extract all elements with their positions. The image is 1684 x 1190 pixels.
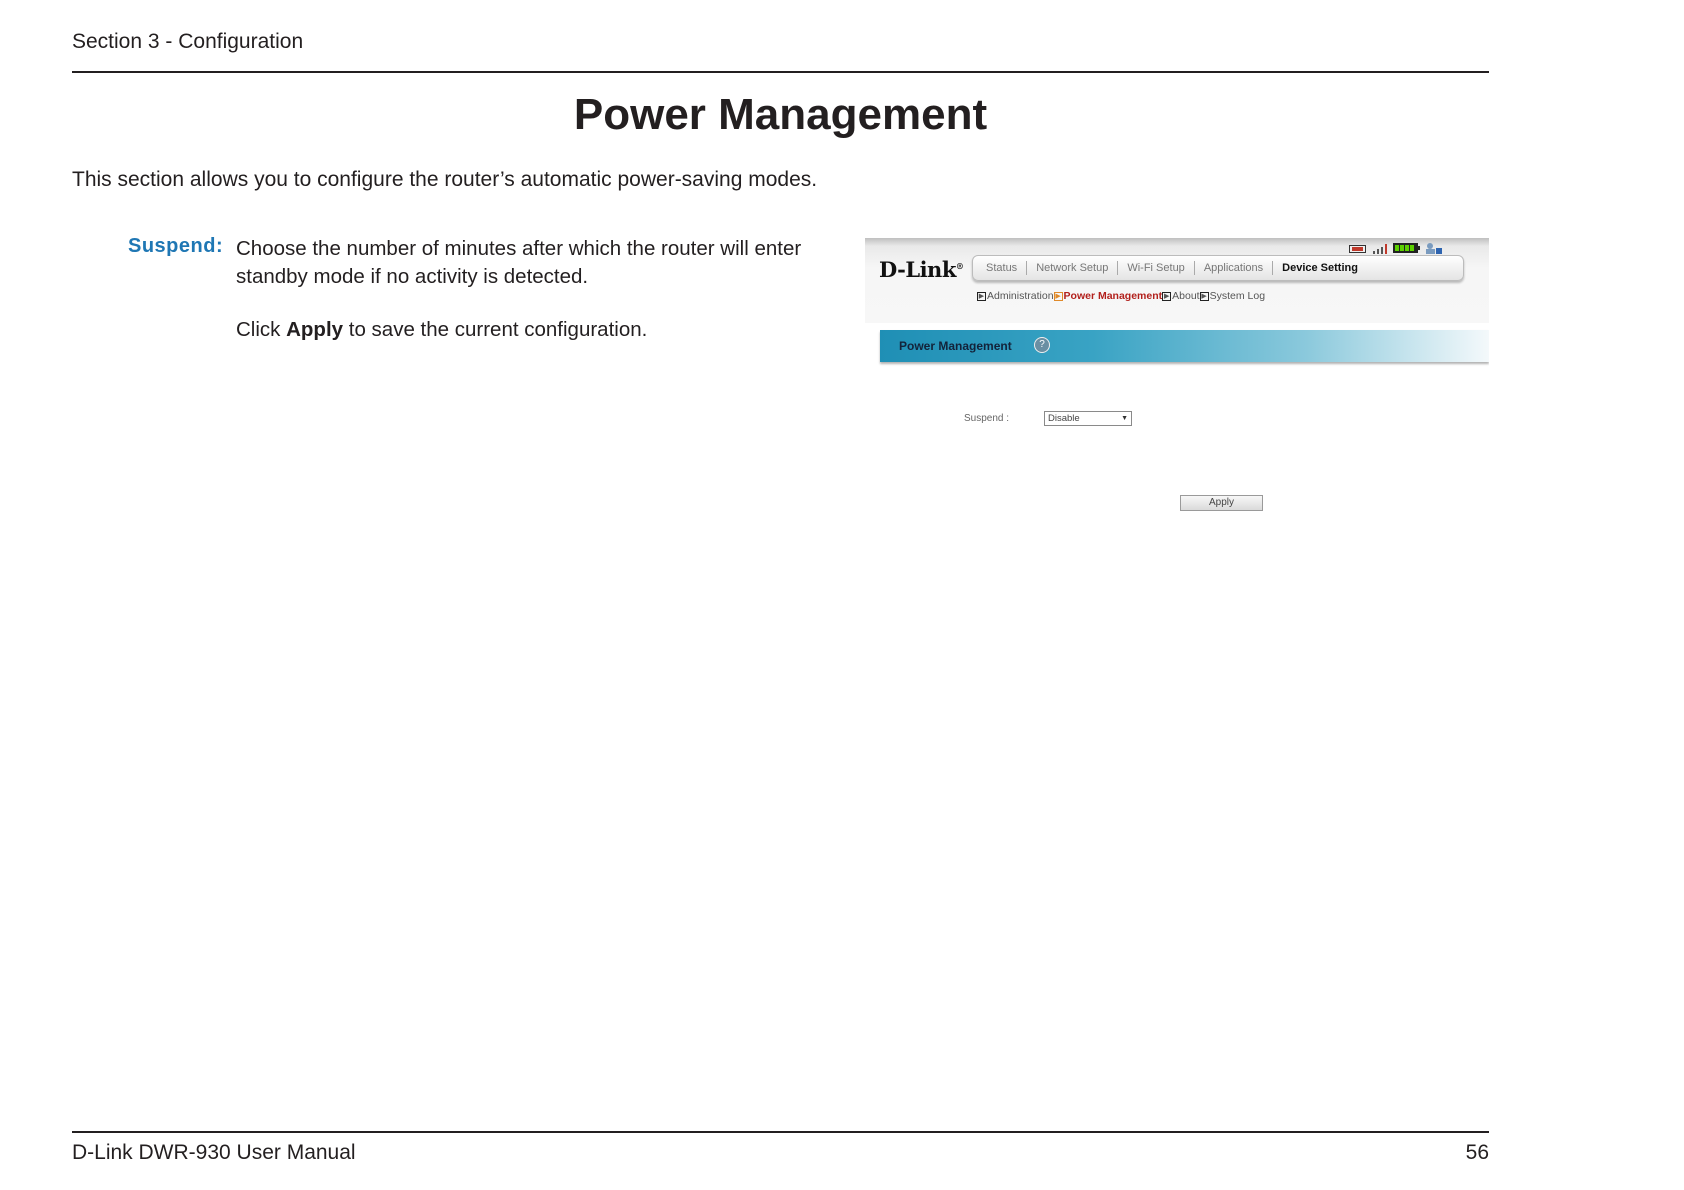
dlink-logo: D-Link® [879,257,964,282]
play-icon: ▶ [1055,292,1061,300]
signal-icon [1371,242,1389,254]
suspend-description: Choose the number of minutes after which the router will enter standby mode if no activity is detected. [236,237,802,288]
suspend-select-value: Disable [1048,413,1080,424]
banner-title: Power Management [899,339,1012,353]
suspend-label: Suspend : [964,413,1010,424]
nav-tab-applications[interactable]: Applications [1195,261,1273,275]
apply-note-prefix: Click [236,318,287,341]
section-banner [880,330,1489,362]
footer-manual-title: D-Link DWR-930 User Manual [72,1141,356,1164]
help-icon[interactable]: ? [1034,337,1050,353]
subnav-about[interactable]: ▶ About [1163,290,1200,302]
subnav-power-management[interactable]: ▶ Power Management [1055,290,1163,302]
subnav-administration[interactable]: ▶ Administration [978,290,1054,302]
play-icon: ▶ [1201,292,1207,300]
header-rule [72,71,1489,73]
apply-note-bold: Apply [286,318,344,341]
chevron-down-icon: ▼ [1121,415,1128,422]
page-title: Power Management [573,90,988,139]
nav-tab-wifi-setup[interactable]: Wi-Fi Setup [1118,261,1194,275]
router-ui-screenshot [865,238,1489,528]
suspend-term: Suspend: [128,235,224,257]
nav-tab-status[interactable]: Status [977,261,1027,275]
intro-text: This section allows you to configure the router’s automatic power-saving modes. [72,168,818,191]
status-icons [1349,242,1443,254]
suspend-select[interactable] [1044,411,1132,426]
subnav-system-log[interactable]: ▶ System Log [1201,290,1266,302]
nav-tab-network-setup[interactable]: Network Setup [1027,261,1118,275]
main-nav [972,255,1464,281]
sub-nav [977,290,1265,302]
play-icon: ▶ [978,292,985,300]
apply-button[interactable]: Apply [1180,495,1263,511]
play-icon: ▶ [1163,292,1170,300]
router-header [865,238,1489,323]
user-icon [1425,242,1443,254]
battery-icon [1393,242,1421,254]
footer-rule [72,1131,1489,1133]
section-header: Section 3 - Configuration [72,30,304,53]
page-number: 56 [1465,1141,1489,1164]
apply-note [236,318,647,342]
nav-tab-device-setting[interactable]: Device Setting [1282,262,1358,274]
apply-note-suffix: to save the current configuration. [343,318,648,341]
sms-icon [1349,244,1367,254]
